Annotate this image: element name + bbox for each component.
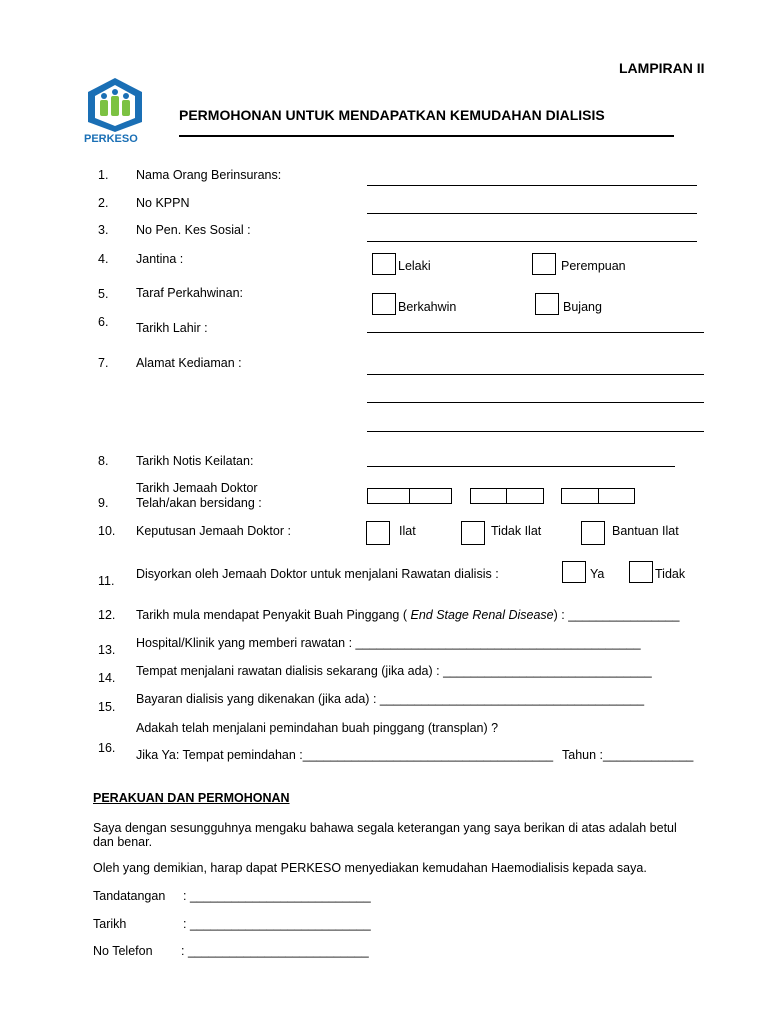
field-9-label-line-1: Tarikh Jemaah Doktor: [136, 481, 258, 495]
ilat-label: Ilat: [399, 524, 416, 538]
date-month-digit-1[interactable]: [470, 488, 507, 504]
field-13-label[interactable]: Hospital/Klinik yang memberi rawatan : _________________________________________: [136, 636, 641, 650]
field-6-label: Tarikh Lahir :: [136, 321, 208, 335]
ilat-checkbox[interactable]: [366, 521, 390, 545]
field-10-num: 10.: [98, 524, 116, 538]
field-12-label-pre: Tarikh mula mendapat Penyakit Buah Pinggang (: [136, 608, 411, 622]
signature-label: Tandatangan: [93, 889, 166, 903]
field-7-input-line-2[interactable]: [367, 402, 704, 403]
perkeso-logo-icon: [82, 76, 148, 132]
bantuan-ilat-label: Bantuan Ilat: [612, 524, 679, 538]
field-9-num: 9.: [98, 496, 109, 510]
field-13-num: 13.: [98, 643, 116, 657]
bantuan-ilat-checkbox[interactable]: [581, 521, 605, 545]
field-5-num: 5.: [98, 287, 109, 301]
lampiran-label: LAMPIRAN II: [619, 60, 705, 76]
phone-input[interactable]: : __________________________: [181, 944, 369, 958]
field-1-input[interactable]: [367, 185, 697, 186]
ya-checkbox[interactable]: [562, 561, 586, 583]
date-day-digit-1[interactable]: [367, 488, 410, 504]
lelaki-checkbox[interactable]: [372, 253, 396, 275]
declaration-para-1-line-2: dan benar.: [93, 835, 153, 849]
bujang-label: Bujang: [563, 300, 602, 314]
tidak-ilat-label: Tidak Ilat: [491, 524, 542, 538]
field-5-label: Taraf Perkahwinan:: [136, 286, 244, 300]
logo-text: PERKESO: [84, 133, 138, 145]
signature-input[interactable]: : __________________________: [183, 889, 371, 903]
title-underline: [179, 135, 674, 137]
field-1-num: 1.: [98, 168, 109, 182]
field-8-label: Tarikh Notis Keilatan:: [136, 454, 254, 468]
perempuan-checkbox[interactable]: [532, 253, 556, 275]
field-3-input[interactable]: [367, 241, 697, 242]
date-month-digit-2[interactable]: [506, 488, 544, 504]
declaration-para-2: Oleh yang demikian, harap dapat PERKESO menyediakan kemudahan Haemodialisis kepada saya.: [93, 861, 647, 875]
field-15-label[interactable]: Bayaran dialisis yang dikenakan (jika ada) : ______________________________________: [136, 692, 645, 706]
tidak-checkbox[interactable]: [629, 561, 653, 583]
date-year-digit-1[interactable]: [561, 488, 599, 504]
field-12-label: [136, 608, 679, 622]
field-3-label: No Pen. Kes Sosial :: [136, 223, 251, 237]
field-3-num: 3.: [98, 223, 109, 237]
field-7-label: Alamat Kediaman :: [136, 356, 242, 370]
field-12-label-italic: End Stage Renal Disease: [410, 608, 554, 622]
field-7-input-line-1[interactable]: [367, 374, 704, 375]
field-9-label-line-2: Telah/akan bersidang :: [136, 496, 262, 510]
field-6-num: 6.: [98, 315, 109, 329]
field-4-label: Jantina :: [136, 252, 184, 266]
field-11-label: Disyorkan oleh Jemaah Doktor untuk menjalani Rawatan dialisis :: [136, 567, 499, 581]
field-7-input-line-3[interactable]: [367, 431, 704, 432]
bujang-checkbox[interactable]: [535, 293, 559, 315]
field-8-input[interactable]: [367, 466, 675, 467]
tidak-label: Tidak: [655, 567, 686, 581]
field-4-num: 4.: [98, 252, 109, 266]
field-2-label: No KPPN: [136, 196, 190, 210]
berkahwin-checkbox[interactable]: [372, 293, 396, 315]
field-10-label: Keputusan Jemaah Doktor :: [136, 524, 291, 538]
perkeso-logo: [82, 76, 148, 146]
berkahwin-label: Berkahwin: [398, 300, 457, 314]
ya-label: Ya: [590, 567, 605, 581]
field-7-num: 7.: [98, 356, 109, 370]
field-2-input[interactable]: [367, 213, 697, 214]
declaration-para-1-line-1: Saya dengan sesungguhnya mengaku bahawa segala keterangan yang saya berikan di atas adalah betul: [93, 821, 677, 835]
field-2-num: 2.: [98, 196, 109, 210]
declaration-heading: PERAKUAN DAN PERMOHONAN: [93, 791, 290, 805]
field-16-label-line-2[interactable]: Jika Ya: Tempat pemindahan :____________________________________: [136, 748, 554, 762]
field-14-label[interactable]: Tempat menjalani rawatan dialisis sekarang (jika ada) : ______________________________: [136, 664, 652, 678]
field-1-label: Nama Orang Berinsurans:: [136, 168, 282, 182]
tidak-ilat-checkbox[interactable]: [461, 521, 485, 545]
field-16-tahun[interactable]: Tahun :_____________: [562, 748, 694, 762]
field-16-num: 16.: [98, 741, 116, 755]
perempuan-label: Perempuan: [561, 259, 626, 273]
field-8-num: 8.: [98, 454, 109, 468]
date-label: Tarikh: [93, 917, 127, 931]
field-6-input[interactable]: [367, 332, 704, 333]
date-year-digit-2[interactable]: [598, 488, 635, 504]
phone-label: No Telefon: [93, 944, 153, 958]
field-12-label-post[interactable]: ) : ________________: [553, 608, 680, 622]
date-input[interactable]: : __________________________: [183, 917, 371, 931]
lelaki-label: Lelaki: [398, 259, 431, 273]
field-11-num: 11.: [98, 574, 115, 588]
field-12-num: 12.: [98, 608, 116, 622]
field-14-num: 14.: [98, 671, 116, 685]
page-title: PERMOHONAN UNTUK MENDAPATKAN KEMUDAHAN DIALISIS: [179, 107, 605, 123]
date-day-digit-2[interactable]: [409, 488, 452, 504]
field-16-label-line-1: Adakah telah menjalani pemindahan buah pinggang (transplan) ?: [136, 721, 499, 735]
field-15-num: 15.: [98, 700, 116, 714]
